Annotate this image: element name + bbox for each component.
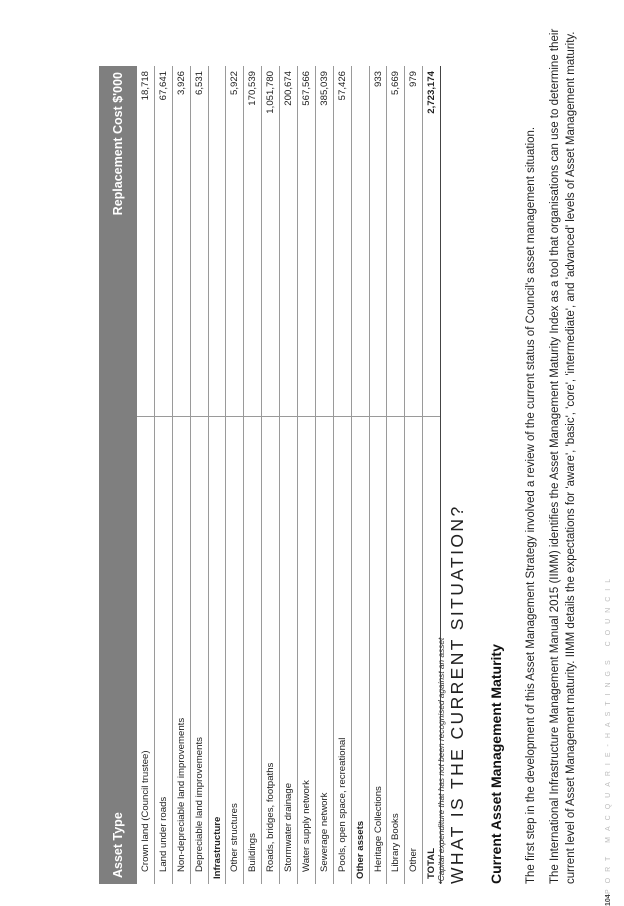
asset-type-cell: Pools, open space, recreational [333, 417, 351, 885]
table-row [137, 66, 154, 884]
table-row [405, 66, 423, 884]
replacement-cost-cell [351, 66, 369, 417]
replacement-cost-cell: 933 [369, 66, 387, 417]
asset-type-cell: Sewerage network [315, 417, 333, 885]
table-row [226, 66, 244, 884]
replacement-cost-cell: 170,539 [244, 66, 262, 417]
section-title: WHAT IS THE CURRENT SITUATION? [447, 504, 467, 884]
replacement-cost-cell: 385,039 [315, 66, 333, 417]
asset-type-cell: Buildings [244, 417, 262, 885]
asset-type-cell: Stormwater drainage [280, 417, 298, 885]
asset-type-cell: Heritage Collections [369, 417, 387, 885]
replacement-cost-cell: 3,926 [172, 66, 190, 417]
table-footnote: ¹Capital expenditure that has not been recognised against an asset [436, 637, 446, 884]
table-row [333, 66, 351, 884]
asset-type-cell: Library Books [387, 417, 405, 885]
replacement-cost-cell: 979 [405, 66, 423, 417]
asset-replacement-cost-table [99, 66, 441, 884]
body-paragraph: The International Infrastructure Management Manual 2015 (IIMM) identifies the Asset Management Maturity Index as a tool that organisations can use to determine their current level of Asset Management maturity. IIMM details the expectations for 'aware', 'basic', 'core', 'intermediate', and 'advanced' levels of Asset Management maturity. [549, 28, 577, 884]
table-header-row [99, 66, 137, 884]
asset-type-cell: Infrastructure [208, 417, 226, 885]
asset-type-cell: Non-depreciable land improvements [172, 417, 190, 885]
replacement-cost-cell: 67,641 [154, 66, 172, 417]
replacement-cost-cell: 5,922 [226, 66, 244, 417]
table-row [387, 66, 405, 884]
replacement-cost-cell: 6,531 [190, 66, 208, 417]
table-row [172, 66, 190, 884]
replacement-cost-cell: 200,674 [280, 66, 298, 417]
table-row [154, 66, 172, 884]
asset-type-cell: Other assets [351, 417, 369, 885]
table-body [137, 66, 441, 884]
replacement-cost-cell [208, 66, 226, 417]
replacement-cost-cell: 1,051,780 [262, 66, 280, 417]
page-number: 104 [605, 894, 612, 906]
table-row [315, 66, 333, 884]
table-row [280, 66, 298, 884]
body-paragraph: The first step in the development of this Asset Management Strategy involved a review of the current status of Council's asset management situation. [525, 126, 537, 884]
table-row [298, 66, 316, 884]
table-section-row [208, 66, 226, 884]
table-row [244, 66, 262, 884]
replacement-cost-header: Replacement Cost $'000 [99, 66, 137, 417]
replacement-cost-cell: 57,426 [333, 66, 351, 417]
asset-type-cell: Crown land (Council trustee) [137, 417, 154, 885]
replacement-cost-cell: 2,723,174 [423, 66, 441, 417]
asset-type-cell: Other structures [226, 417, 244, 885]
running-footer: PORT MACQUARIE-HASTINGS COUNCIL [605, 572, 612, 894]
table-section-row [351, 66, 369, 884]
replacement-cost-cell: 567,566 [298, 66, 316, 417]
asset-type-cell: Other [405, 417, 423, 885]
replacement-cost-cell: 18,718 [137, 66, 154, 417]
asset-type-cell: Depreciable land improvements [190, 417, 208, 885]
asset-type-cell: Water supply network [298, 417, 316, 885]
asset-type-cell: Land under roads [154, 417, 172, 885]
asset-type-cell: TOTAL [423, 417, 441, 885]
replacement-cost-cell: 5,669 [387, 66, 405, 417]
sub-heading: Current Asset Management Maturity [488, 644, 504, 884]
table-row [190, 66, 208, 884]
asset-type-header: Asset Type [99, 417, 137, 885]
table-row [369, 66, 387, 884]
table-row [262, 66, 280, 884]
asset-type-cell: Roads, bridges, footpaths [262, 417, 280, 885]
